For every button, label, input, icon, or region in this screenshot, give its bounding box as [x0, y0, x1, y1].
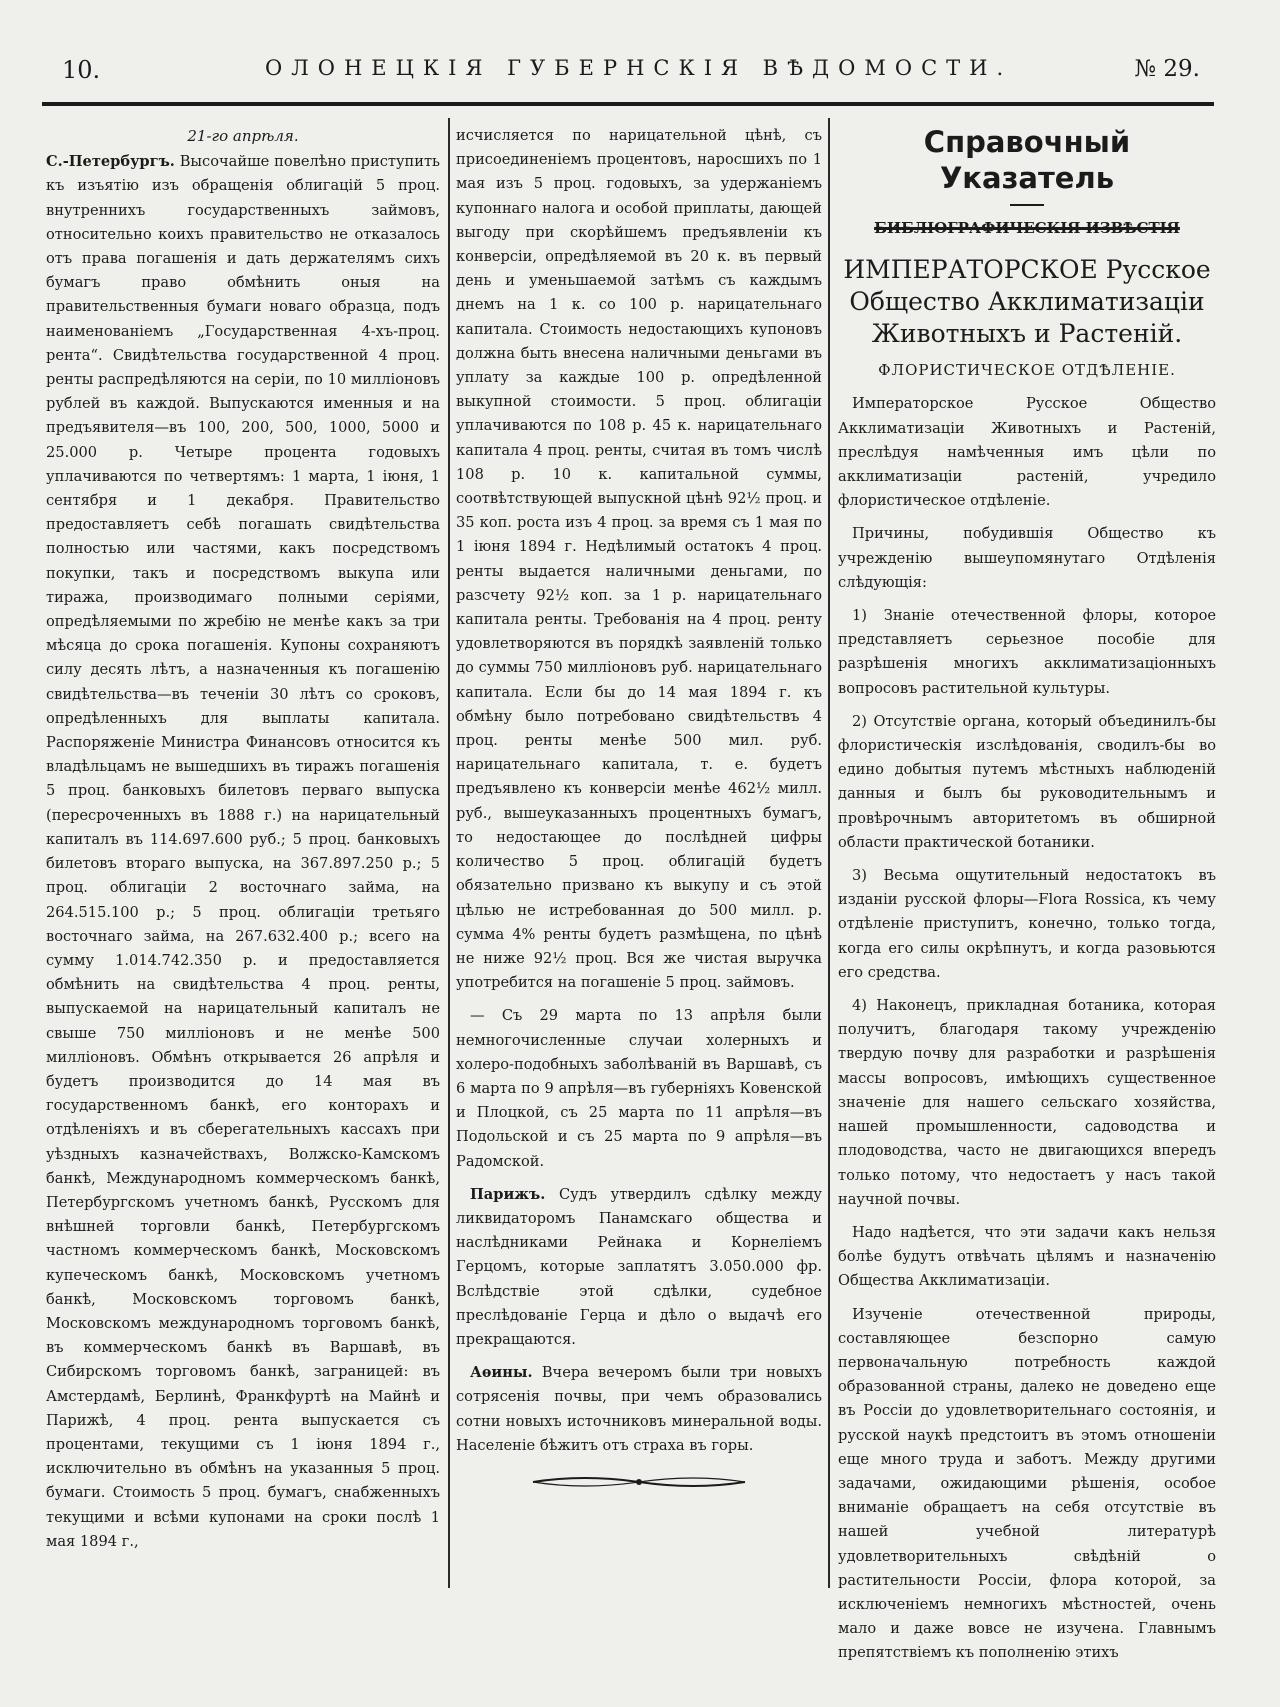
article-paris	[456, 1183, 822, 1352]
ornament-divider	[529, 1472, 749, 1492]
paragraph: Императорское Русское Общество Акклиматизаціи Животныхъ и Растеній, преслѣдуя намѣченныя имъ цѣли по акклиматизаціи растеній, учредило флористическое отдѣленіе.	[838, 395, 1216, 510]
section-title: Справочный Указатель	[923, 125, 1131, 195]
column-2	[456, 124, 822, 1498]
dateline-city: Парижъ.	[470, 1185, 546, 1203]
dateline-city: Аѳины.	[470, 1364, 533, 1382]
dateline-city: С.-Петербургъ.	[46, 153, 175, 171]
division-heading: ФЛОРИСТИЧЕСКОЕ ОТДѢЛЕНІЕ.	[878, 361, 1176, 380]
article-continuation: исчисляется по нарицательной цѣнѣ, съ присоединеніемъ процентовъ, наросшихъ по 1 мая изъ 5 проц. годовыхъ, за удержаніемъ купоннаго налога и особой приплаты, дающей выгоду при скорѣйшемъ предъявленіи къ конверсіи, опредѣляемой въ 20 к. въ первый день и уменьшаемой затѣмъ съ каждымъ днемъ на 1 к. со 100 р. нарицательнаго капитала. Стоимость недостающихъ купоновъ должна быть внесена наличными деньгами въ уплату за каждые 100 р. опредѣленной выкупной стоимости. 5 проц. облигаціи уплачиваются по 108 р. 45 к. нарицательнаго капитала 4 проц. ренты, считая въ томъ числѣ 108 р. 10 к. капитальной суммы, соотвѣтствующей выпускной цѣнѣ 92½ проц. и 35 коп. роста изъ 4 проц. за время съ 1 мая по 1 іюня 1894 г. Недѣлимый остатокъ 4 проц. ренты выдается наличными деньгами, по разсчету 92½ коп. за 1 р. нарицательнаго капитала ренты. Требованія на 4 проц. ренту удовлетворяются въ порядкѣ заявленій только до суммы 750 милліоновъ руб. нарицательнаго капитала. Если бы до 14 мая 1894 г. къ обмѣну было потребовано свидѣтельствъ 4 проц. ренты менѣе 500 мил. руб. нарицательнаго капитала, т. е. будетъ предъявлено къ конверсіи менѣе 462½ милл. руб., вышеуказанныхъ процентныхъ бумагъ, то недостающее до послѣдней цифры количество 5 проц. облигацій будетъ обязательно призвано къ выкупу и съ этой цѣлью не истребованная до 500 милл. р. сумма 4% ренты будетъ размѣщена, по цѣнѣ не ниже 92½ проц. Вся же чистая выручка употребится на погашеніе 5 проц. займовъ.	[456, 127, 822, 992]
newspaper-title: ОЛОНЕЦКІЯ ГУБЕРНСКІЯ ВѢДОМОСТИ.	[265, 56, 1013, 80]
paragraph: Изученіе отечественной природы, составляющее безспорно самую первоначальную потребность каждой образованной страны, далеко не доведено еще въ Россіи до удовлетворительнаго состоянія, и русской наукѣ предстоитъ въ этомъ отношеніи еще много труда и заботъ. Между другими задачами, ожидающими рѣшенія, особое вниманіе обращаетъ на себя отсутствіе въ нашей учебной литературѣ удовлетворительныхъ свѣдѣній о растительности Россіи, флора которой, за исключеніемъ немногихъ мѣстностей, очень мало и даже вовсе не изучена. Главнымъ препятствіемъ къ пополненію этихъ	[838, 1305, 1216, 1662]
paragraph: 3) Весьма ощутительный недостатокъ въ изданіи русской флоры—Flora Rossica, къ чему отдѣленіе приступитъ, конечно, только тогда, когда его силы окрѣпнутъ, и когда разовьются его средства.	[838, 867, 1216, 981]
header-rule	[42, 102, 1214, 106]
paragraph: 4) Наконецъ, прикладная ботаника, которая получитъ, благодаря такому учрежденію твердую почву для разработки и разрѣшенія массы вопросовъ, имѣющихъ существенное значеніе для нашего сельскаго хозяйства, нашей промышленности, садоводства и плодоводства, часто не двигающихся впередъ только потому, что недостаетъ у насъ такой научной почвы.	[838, 997, 1216, 1208]
article-text: Высочайше повелѣно приступить къ изъятію изъ обращенія облигацій 5 проц. внутреннихъ государственныхъ займовъ, относительно коихъ правительство не отказалось отъ права погашенія и дать держателямъ сихъ бумагъ право обмѣнить оныя на правительственныя бумаги новаго образца, подъ наименованіемъ „Государственная 4-хъ-проц. рента“. Свидѣтельства государственной 4 проц. ренты распредѣляются на серіи, по 10 милліоновъ рублей въ каждой. Выпускаются именныя и на предъявителя—въ 100, 200, 500, 1000, 5000 и 25.000 р. Четыре процента годовыхъ уплачиваются по четвертямъ: 1 марта, 1 іюня, 1 сентября и 1 декабря. Правительство предоставляетъ себѣ погашать свидѣтельства полностью или частями, какъ посредствомъ покупки, такъ и посредствомъ выкупа или тиража, производимаго полными серіями, опредѣляемыми по жребію не менѣе какъ за три мѣсяца до срока погашенія. Купоны сохраняютъ силу десять лѣтъ, а назначенныя къ погашенію свидѣтельства—въ теченіи 30 лѣтъ со сроковъ, опредѣленныхъ для выплаты капитала. Распоряженіе Министра Финансовъ относится къ владѣльцамъ не вышедшихъ въ тиражъ погашенія 5 проц. банковыхъ билетовъ перваго выпуска (пересроченныхъ въ 1888 г.) на нарицательный капиталъ въ 114.697.600 руб.; 5 проц. банковыхъ билетовъ втораго выпуска, на 367.897.250 р.; 5 проц. облигаціи 2 восточнаго займа, на 264.515.100 р.; 5 проц. облигаціи третьяго восточнаго займа, на 267.632.400 р.; всего на сумму 1.014.742.350 р. и предоставляется обмѣнить на свидѣтельства 4 проц. ренты, выпускаемой на нарицательный капиталъ не свыше 750 милліоновъ и не менѣе 500 милліоновъ. Обмѣнъ открывается 26 апрѣля и будетъ производится до 14 мая въ государственномъ банкѣ, его конторахъ и отдѣленіяхъ и въ сберегательныхъ кассахъ при уѣздныхъ казначействахъ, Волжско-Камскомъ банкѣ, Международномъ коммерческомъ банкѣ, Петербургскомъ учетномъ банкѣ, Русскомъ для внѣшней торговли банкѣ, Петербургскомъ частномъ коммерческомъ банкѣ, Московскомъ купеческомъ банкѣ, Московскомъ учетномъ банкѣ, Московскомъ торговомъ банкѣ, Московскомъ международномъ торговомъ банкѣ, въ коммерческомъ банкѣ въ Варшавѣ, въ Сибирскомъ торговомъ банкѣ, заграницей: въ Амстердамѣ, Берлинѣ, Франкфуртѣ на Майнѣ и Парижѣ, 4 проц. рента выпускается съ процентами, текущими съ 1 іюня 1894 г., исключительно въ обмѣнъ на указанныя 5 проц. бумаги. Стоимость 5 проц. бумагъ, снабженныхъ текущими и всѣми купонами на сроки послѣ 1 мая 1894 г.,	[46, 153, 440, 1550]
article-st-petersburg	[46, 150, 440, 1554]
struck-heading: БИБЛІОГРАФИЧЕСКІЯ ИЗВѢСТІЯ	[874, 219, 1180, 237]
society-heading: ИМПЕРАТОРСКОЕ Русское Общество Акклиматизаціи Животныхъ и Растеній.	[843, 255, 1211, 349]
paragraph: Надо надѣется, что эти задачи какъ нельзя болѣе будутъ отвѣчать цѣлямъ и назначенію Общества Акклиматизаціи.	[838, 1223, 1216, 1290]
issue-number: № 29.	[1134, 56, 1200, 82]
article-text: Судъ утвердилъ сдѣлку между ликвидаторомъ Панамскаго общества и наслѣдниками Рейнака и Корнеліемъ Герцомъ, которые заплатятъ 3.050.000 фр. Вслѣдствіе этой сдѣлки, судебное преслѣдованіе Герца и дѣло о выдачѣ его прекращаются.	[456, 1185, 822, 1348]
paragraph: Причины, побудившія Общество къ учрежденію вышеупомянутаго Отдѣленія слѣдующія:	[838, 525, 1216, 591]
paragraph: 1) Знаніе отечественной флоры, которое представляетъ серьезное пособіе для разрѣшенія многихъ акклиматизаціонныхъ вопросовъ растительной культуры.	[838, 607, 1216, 697]
dateline: 21-го апрѣля.	[187, 127, 299, 145]
paragraph: 2) Отсутствіе органа, который объединилъ-бы флористическія изслѣдованія, сводилъ-бы во едино добытыя путемъ мѣстныхъ наблюденій данныя и былъ бы руководительнымъ и провѣрочнымъ авторитетомъ въ обширной области практической ботаники.	[838, 712, 1216, 851]
column-1	[46, 124, 440, 1563]
column-divider-2	[828, 118, 830, 1588]
column-3	[838, 124, 1216, 1675]
article-text: Вчера вечеромъ были три новыхъ сотрясенія почвы, при чемъ образовались сотни новыхъ источниковъ минеральной воды. Населеніе бѣжитъ отъ страха въ горы.	[456, 1364, 822, 1454]
page-number: 10.	[62, 56, 101, 84]
article-athens	[456, 1361, 822, 1458]
masthead	[40, 46, 1210, 90]
column-divider-1	[448, 118, 450, 1588]
title-dash	[1010, 204, 1044, 206]
article-cholera: — Съ 29 марта по 13 апрѣля были немногочисленные случаи холерныхъ и холеро-подобныхъ заболѣваній въ Варшавѣ, съ 6 марта по 9 апрѣля—въ губерніяхъ Ковенской и Плоцкой, съ 25 марта по 11 апрѣля—въ Подольской и съ 25 марта по 9 апрѣля—въ Радомской.	[456, 1007, 822, 1170]
